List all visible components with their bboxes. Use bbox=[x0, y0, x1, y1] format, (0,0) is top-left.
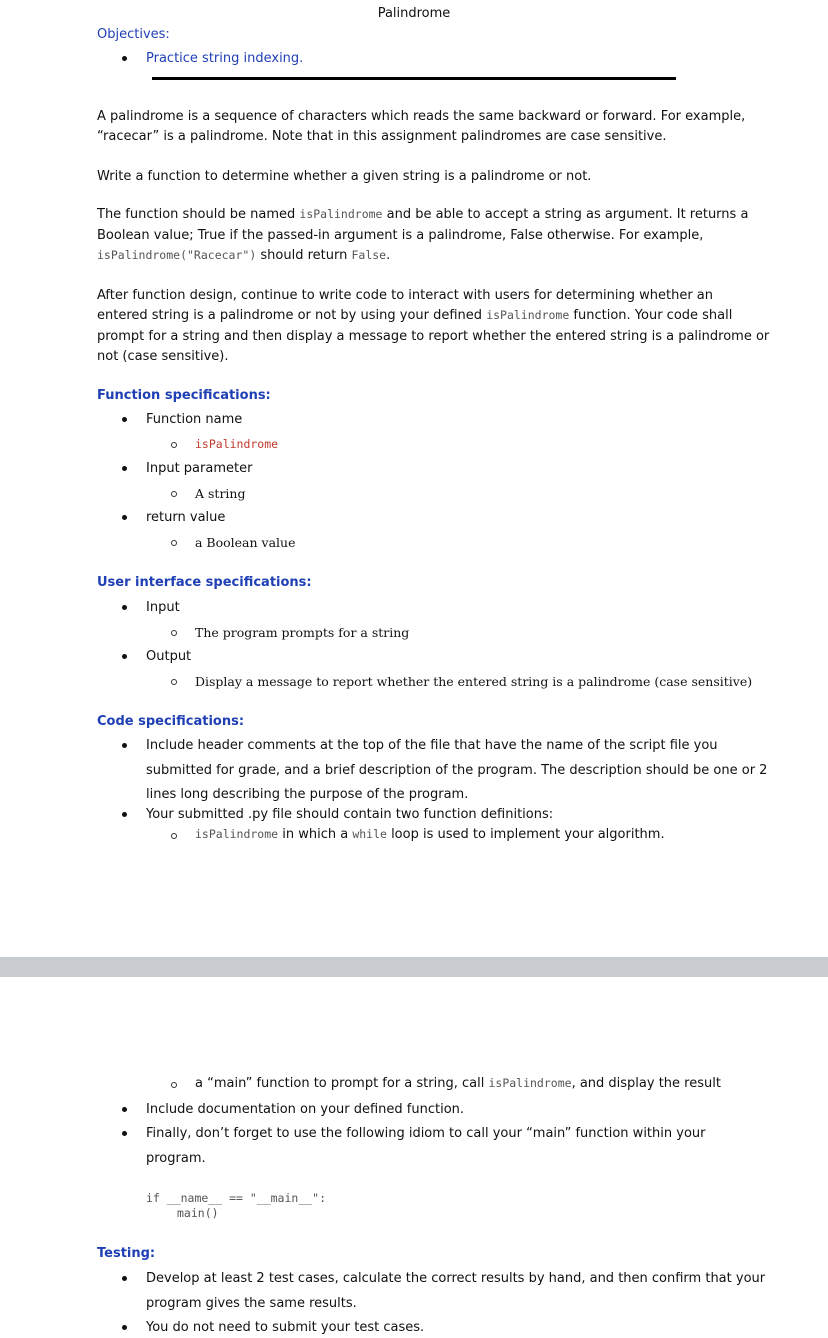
intro-paragraph-line: “racecar” is a palindrome. Note that in this assignment palindromes are case sensitive. bbox=[97, 129, 667, 144]
testing-line: Develop at least 2 test cases, calculate the correct results by hand, and then confirm that your bbox=[146, 1271, 766, 1286]
code-spec-line: submitted for grade, and a brief description of the program. The description should be one or 2 bbox=[146, 763, 768, 778]
function-specs-heading: Function specifications: bbox=[97, 388, 271, 403]
task-paragraph: Write a function to determine whether a given string is a palindrome or not. bbox=[97, 169, 592, 184]
bullet-icon bbox=[122, 1107, 127, 1112]
code-inline: isPalindrome bbox=[195, 827, 279, 841]
bullet-icon bbox=[122, 1276, 127, 1281]
circle-bullet-icon bbox=[171, 1082, 177, 1088]
spec-value: a Boolean value bbox=[195, 535, 296, 550]
code-specs-heading: Code specifications: bbox=[97, 714, 245, 729]
spec-value-code: isPalindrome bbox=[195, 437, 279, 451]
code-spec-line: Include header comments at the top of the file that have the name of the script file you bbox=[146, 738, 718, 753]
bullet-icon bbox=[122, 605, 127, 610]
code-inline: isPalindrome("Racecar") bbox=[97, 248, 257, 262]
code-spec-line: Include documentation on your defined function. bbox=[146, 1102, 465, 1117]
code-inline: isPalindrome bbox=[488, 1076, 572, 1090]
function-paragraph-line: The function should be named isPalindrome and be able to accept a string as argument. It returns a bbox=[97, 207, 749, 222]
spec-value: A string bbox=[195, 486, 246, 501]
ui-specs-heading: User interface specifications: bbox=[97, 575, 312, 590]
bullet-icon bbox=[122, 515, 127, 520]
circle-bullet-icon bbox=[171, 630, 177, 636]
bullet-icon bbox=[122, 417, 127, 422]
circle-bullet-icon bbox=[171, 679, 177, 685]
design-paragraph-line: not (case sensitive). bbox=[97, 349, 229, 364]
bullet-icon bbox=[122, 654, 127, 659]
circle-bullet-icon bbox=[171, 833, 177, 839]
circle-bullet-icon bbox=[171, 442, 177, 448]
design-paragraph-line: After function design, continue to write code to interact with users for determining whether an bbox=[97, 288, 714, 303]
idiom-code-line: if __name__ == "__main__": bbox=[146, 1191, 327, 1205]
bullet-icon bbox=[122, 743, 127, 748]
intro-paragraph-line: A palindrome is a sequence of characters which reads the same backward or forward. For example, bbox=[97, 109, 746, 124]
bullet-icon bbox=[122, 56, 127, 61]
testing-heading: Testing: bbox=[97, 1246, 156, 1261]
code-spec-line: Finally, don’t forget to use the following idiom to call your “main” function within your bbox=[146, 1126, 706, 1141]
divider-rule bbox=[152, 77, 676, 80]
spec-label: Function name bbox=[146, 412, 243, 427]
function-paragraph-line: Boolean value; True if the passed-in argument is a palindrome, False otherwise. For example, bbox=[97, 228, 704, 243]
code-inline: isPalindrome bbox=[486, 308, 570, 322]
testing-line: You do not need to submit your test cases. bbox=[146, 1320, 425, 1335]
code-spec-subitem: isPalindrome in which a while loop is used to implement your algorithm. bbox=[195, 827, 665, 842]
code-spec-subitem: a “main” function to prompt for a string, call isPalindrome, and display the result bbox=[195, 1076, 721, 1091]
bullet-icon bbox=[122, 812, 127, 817]
code-spec-line: lines long describing the purpose of the program. bbox=[146, 787, 469, 802]
code-inline: isPalindrome bbox=[299, 207, 383, 221]
circle-bullet-icon bbox=[171, 540, 177, 546]
function-paragraph-line: isPalindrome("Racecar") should return False. bbox=[97, 248, 391, 263]
testing-line: program gives the same results. bbox=[146, 1296, 357, 1311]
idiom-code-line: main() bbox=[177, 1206, 219, 1220]
spec-label: Output bbox=[146, 649, 192, 664]
code-spec-line: program. bbox=[146, 1151, 206, 1166]
bullet-icon bbox=[122, 466, 127, 471]
code-inline: False bbox=[351, 248, 387, 262]
circle-bullet-icon bbox=[171, 491, 177, 497]
page-title: Palindrome bbox=[377, 6, 451, 21]
spec-label: Input parameter bbox=[146, 461, 253, 476]
design-paragraph-line: entered string is a palindrome or not by using your defined isPalindrome function. Your code shall bbox=[97, 308, 733, 323]
spec-value: Display a message to report whether the entered string is a palindrome (case sensitive) bbox=[195, 674, 753, 689]
design-paragraph-line: prompt for a string and then display a message to report whether the entered string is a palindrome or bbox=[97, 329, 770, 344]
page-break-bar bbox=[0, 957, 828, 977]
bullet-icon bbox=[122, 1131, 127, 1136]
code-spec-line: Your submitted .py file should contain two function definitions: bbox=[146, 807, 554, 822]
spec-label: Input bbox=[146, 600, 180, 615]
spec-value: The program prompts for a string bbox=[195, 625, 410, 640]
objective-item: Practice string indexing. bbox=[146, 51, 304, 66]
code-inline: while bbox=[352, 827, 387, 841]
bullet-icon bbox=[122, 1325, 127, 1330]
spec-label: return value bbox=[146, 510, 226, 525]
objectives-heading: Objectives: bbox=[97, 27, 170, 42]
